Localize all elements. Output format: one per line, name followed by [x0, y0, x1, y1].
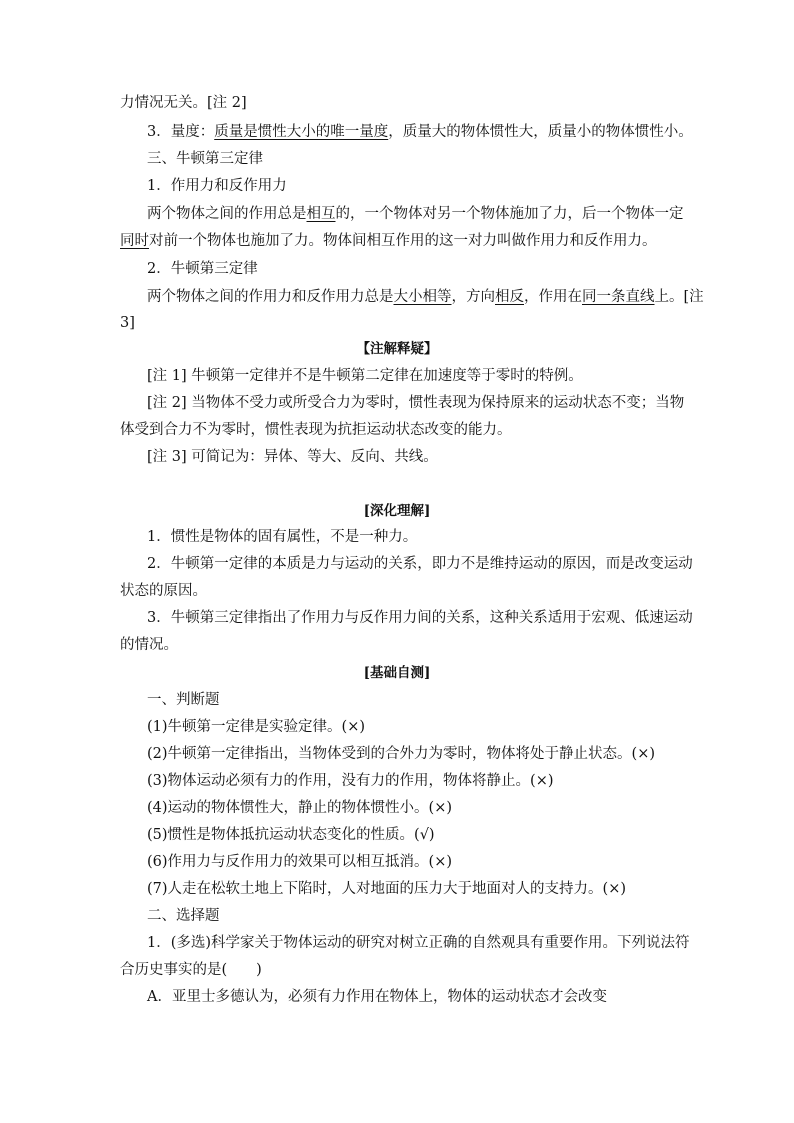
text-line: [147, 284, 703, 311]
text-span: 两个物体之间的作用总是: [147, 206, 307, 222]
text-line: 力情况无关。[注 2]: [120, 95, 247, 111]
question-item: 1．(多选)科学家关于物体运动的研究对树立正确的自然观具有重要作用。下列说法符: [147, 935, 690, 951]
question-item: (3)物体运动必须有力的作用，没有力的作用，物体将静止。(×): [147, 773, 554, 789]
subsection-heading: 2．牛顿第三定律: [147, 261, 258, 277]
text-span: 两个物体之间的作用力和反作用力总是: [147, 289, 394, 305]
note-line: [注 3] 可简记为：异体、等大、反向、共线。: [147, 449, 438, 465]
notes-heading: 【注解释疑】: [356, 341, 438, 357]
question-item: (4)运动的物体惯性大，静止的物体惯性小。(×): [147, 800, 453, 816]
underlined-term: 同时: [120, 233, 149, 249]
text-span: 对前一个物体也施加了力。物体间相互作用的这一对力叫做作用力和反作用力。: [149, 233, 657, 249]
text-span: ，方向: [451, 289, 495, 305]
question-item: (6)作用力与反作用力的效果可以相互抵消。(×): [147, 854, 453, 870]
subsection-heading: 1．作用力和反作用力: [147, 178, 287, 194]
item-number: 3．量度：: [147, 124, 215, 140]
note-line: 体受到合力不为零时，惯性表现为抗拒运动状态改变的能力。: [120, 422, 512, 438]
text-line: [147, 119, 703, 146]
option-item: A．亚里士多德认为，必须有力作用在物体上，物体的运动状态才会改变: [147, 989, 607, 1005]
question-item: 合历史事实的是( ): [120, 962, 262, 978]
text-line: 2．牛顿第一定律的本质是力与运动的关系，即力不是维持运动的原因，而是改变运动: [147, 556, 693, 572]
text-span: ，质量大的物体惯性大，质量小的物体惯性小。: [388, 124, 693, 140]
text-line: 的情况。: [120, 637, 178, 653]
text-span: ，作用在: [524, 289, 582, 305]
text-line: [120, 228, 676, 255]
text-line: 3．牛顿第三定律指出了作用力与反作用力间的关系，这种关系适用于宏观、低速运动: [147, 610, 693, 626]
text-span: 的，一个物体对另一个物体施加了力，后一个物体一定: [335, 206, 684, 222]
text-line: [147, 201, 703, 228]
underlined-term: 大小相等: [393, 289, 452, 305]
underlined-term: 质量是惯性大小的唯一量度: [214, 124, 389, 140]
note-line: [注 2] 当物体不受力或所受合力为零时，惯性表现为保持原来的运动状态不变；当物: [147, 395, 685, 411]
text-line: 1．惯性是物体的固有属性，不是一种力。: [147, 529, 418, 545]
text-line: 状态的原因。: [120, 583, 207, 599]
note-line: [注 1] 牛顿第一定律并不是牛顿第二定律在加速度等于零时的特例。: [147, 368, 583, 384]
selftest-heading: [基础自测]: [363, 665, 431, 681]
underlined-term: 相反: [495, 289, 524, 305]
part-heading: 二、选择题: [147, 908, 220, 924]
question-item: (1)牛顿第一定律是实验定律。(×): [147, 719, 366, 735]
question-item: (2)牛顿第一定律指出，当物体受到的合外力为零时，物体将处于静止状态。(×): [147, 746, 655, 762]
deepen-heading: [深化理解]: [363, 503, 431, 519]
part-heading: 一、判断题: [147, 692, 220, 708]
section-heading: 三、牛顿第三定律: [147, 151, 263, 167]
text-span: 上。[注: [654, 289, 704, 305]
text-line: 3]: [120, 315, 135, 331]
question-item: (7)人走在松软土地上下陷时，人对地面的压力大于地面对人的支持力。(×): [147, 881, 626, 897]
question-item: (5)惯性是物体抵抗运动状态变化的性质。(√): [147, 827, 435, 843]
underlined-term: 相互: [306, 206, 336, 222]
underlined-term: 同一条直线: [582, 289, 655, 305]
